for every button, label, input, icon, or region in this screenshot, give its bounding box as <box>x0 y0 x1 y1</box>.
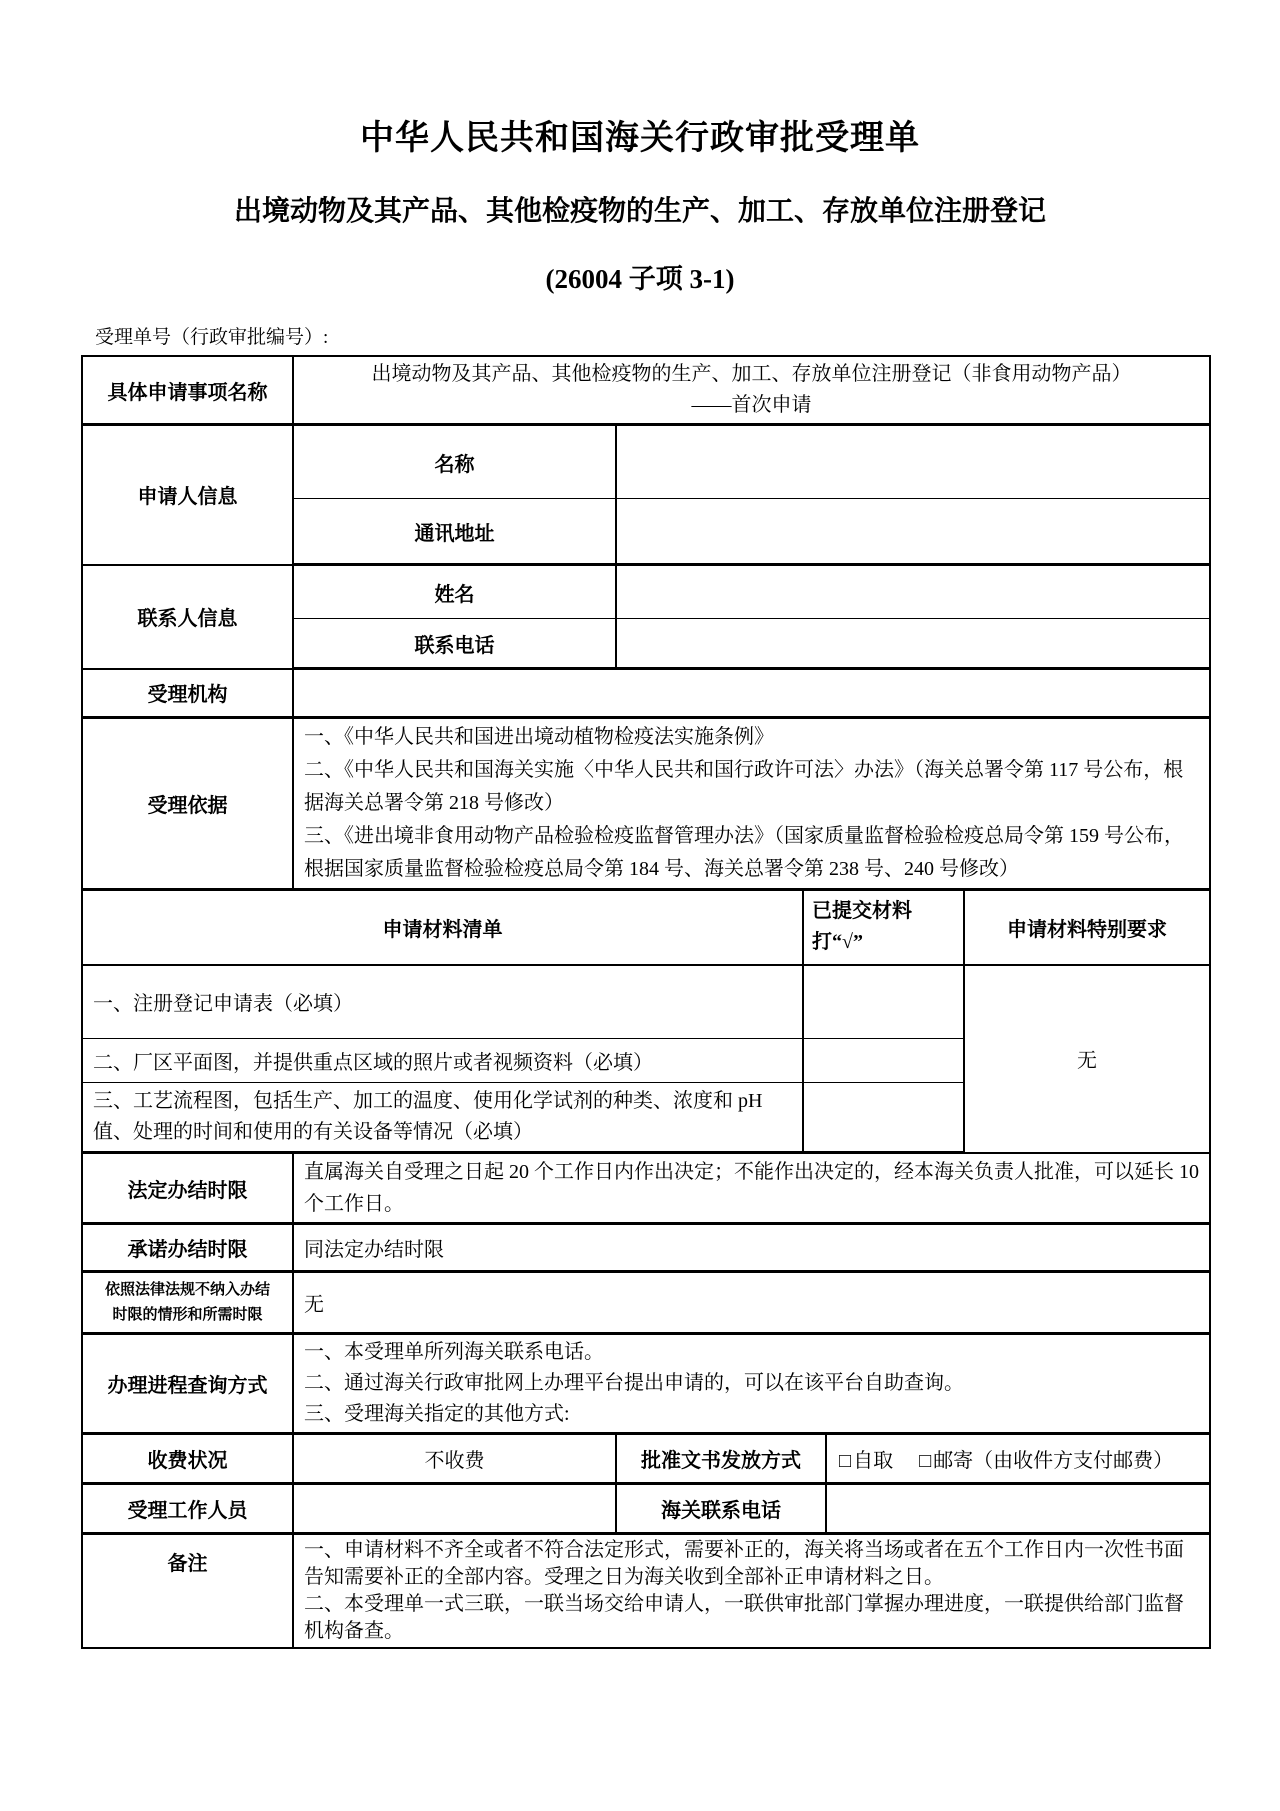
materials-special-header: 申请材料特别要求 <box>964 890 1210 965</box>
statutory-limit-value: 直属海关自受理之日起 20 个工作日内作出决定；不能作出决定的，经本海关负责人批准，可以延长 10 个工作日。 <box>293 1153 1210 1224</box>
staff-field[interactable] <box>293 1484 616 1534</box>
materials-submitted-header-line1: 已提交材料 <box>812 900 912 923</box>
progress-query-item: 三、受理海关指定的其他方式: <box>304 1403 570 1425</box>
row-basis <box>82 718 1210 890</box>
materials-submitted-header-line2: 打“√” <box>812 931 863 954</box>
item-code: (26004 子项 3-1) <box>545 264 735 294</box>
remarks-label: 备注 <box>82 1534 293 1649</box>
materials-special-requirement: 无 <box>964 965 1210 1153</box>
excluded-time-value: 无 <box>293 1272 1210 1334</box>
mail-checkbox-icon[interactable]: □ <box>919 1450 932 1472</box>
pickup-checkbox-icon[interactable]: □ <box>839 1450 852 1472</box>
acceptance-number-label: 受理单号（行政审批编号）: <box>95 327 329 348</box>
applicant-name-field[interactable] <box>616 425 1210 499</box>
row-materials-header <box>82 890 1210 965</box>
materials-submitted-header <box>803 890 964 965</box>
contact-label: 联系人信息 <box>82 565 293 669</box>
row-statutory-limit <box>82 1153 1210 1224</box>
accepting-org-label: 受理机构 <box>82 669 293 718</box>
applicant-address-field[interactable] <box>616 499 1210 565</box>
remarks-item: 一、申请材料不齐全或者不符合法定形式，需要补正的，海关将当场或者在五个工作日内一次性书面告知需要补正的全部内容。受理之日为海关收到全部补正申请材料之日。 <box>304 1539 1184 1588</box>
row-staff-phone <box>82 1484 1210 1534</box>
row-promised-limit <box>82 1224 1210 1272</box>
remarks-content <box>293 1534 1210 1649</box>
specific-item-line2: ——首次申请 <box>691 394 812 416</box>
basis-item: 二、《中华人民共和国海关实施〈中华人民共和国行政许可法〉办法》（海关总署令第 117 号公布，根据海关总署令第 218 号修改） <box>304 759 1184 814</box>
row-progress-query <box>82 1334 1210 1434</box>
contact-phone-label: 联系电话 <box>293 619 616 669</box>
specific-item-value <box>293 356 1210 425</box>
specific-item-line1: 出境动物及其产品、其他检疫物的生产、加工、存放单位注册登记（非食用动物产品） <box>371 363 1132 385</box>
contact-name-field[interactable] <box>616 565 1210 619</box>
contact-phone-field[interactable] <box>616 619 1210 669</box>
row-specific-item <box>82 356 1210 425</box>
acceptance-form-table <box>81 355 1211 1649</box>
material-2-check-cell[interactable] <box>803 1039 964 1083</box>
promised-limit-label: 承诺办结时限 <box>82 1224 293 1272</box>
progress-query-item: 二、通过海关行政审批网上办理平台提出申请的，可以在该平台自助查询。 <box>304 1372 964 1394</box>
specific-item-label: 具体申请事项名称 <box>82 356 293 425</box>
delivery-label: 批准文书发放方式 <box>616 1434 826 1484</box>
material-item-2: 二、厂区平面图，并提供重点区域的照片或者视频资料（必填） <box>82 1039 803 1083</box>
row-excluded-time <box>82 1272 1210 1334</box>
delivery-option-mail[interactable] <box>919 1450 1173 1472</box>
row-accepting-org <box>82 669 1210 718</box>
pickup-option-label: 自取 <box>853 1450 894 1472</box>
excluded-time-label <box>82 1272 293 1334</box>
row-remarks <box>82 1534 1210 1649</box>
promised-limit-value: 同法定办结时限 <box>293 1224 1210 1272</box>
row-fee-delivery <box>82 1434 1210 1484</box>
page-title: 中华人民共和国海关行政审批受理单 <box>360 119 920 157</box>
customs-phone-field[interactable] <box>826 1484 1210 1534</box>
contact-name-label: 姓名 <box>293 565 616 619</box>
form-subtitle: 出境动物及其产品、其他检疫物的生产、加工、存放单位注册登记 <box>233 195 1046 226</box>
material-item-3: 三、工艺流程图，包括生产、加工的温度、使用化学试剂的种类、浓度和 pH 值、处理的时间和使用的有关设备等情况（必填） <box>82 1083 803 1153</box>
applicant-address-label: 通讯地址 <box>293 499 616 565</box>
fee-value: 不收费 <box>293 1434 616 1484</box>
progress-query-item: 一、本受理单所列海关联系电话。 <box>304 1341 604 1363</box>
materials-list-header: 申请材料清单 <box>82 890 803 965</box>
applicant-name-label: 名称 <box>293 425 616 499</box>
basis-item: 三、《进出境非食用动物产品检验检疫监督管理办法》（国家质量监督检验检疫总局令第 159 号公布，根据国家质量监督检验检疫总局令第 184 号、海关总署令第 238 号、240 号修改） <box>304 825 1184 880</box>
material-item-1: 一、注册登记申请表（必填） <box>82 965 803 1039</box>
basis-content <box>293 718 1210 890</box>
row-contact-name <box>82 565 1210 619</box>
basis-item: 一、《中华人民共和国进出境动植物检疫法实施条例》 <box>304 726 774 748</box>
progress-query-label: 办理进程查询方式 <box>82 1334 293 1434</box>
accepting-org-field[interactable] <box>293 669 1210 718</box>
material-1-check-cell[interactable] <box>803 965 964 1039</box>
material-3-check-cell[interactable] <box>803 1083 964 1153</box>
applicant-label: 申请人信息 <box>82 425 293 565</box>
customs-phone-label: 海关联系电话 <box>616 1484 826 1534</box>
mail-option-label: 邮寄（由收件方支付邮费） <box>933 1450 1174 1472</box>
remarks-item: 二、本受理单一式三联，一联当场交给申请人，一联供审批部门掌握办理进度，一联提供给部门监督机构备查。 <box>304 1593 1184 1642</box>
progress-query-content <box>293 1334 1210 1434</box>
row-material-1 <box>82 965 1210 1039</box>
basis-label: 受理依据 <box>82 718 293 890</box>
row-applicant-name <box>82 425 1210 499</box>
staff-label: 受理工作人员 <box>82 1484 293 1534</box>
delivery-options <box>826 1434 1210 1484</box>
fee-label: 收费状况 <box>82 1434 293 1484</box>
delivery-option-pickup[interactable] <box>839 1450 893 1472</box>
statutory-limit-label: 法定办结时限 <box>82 1153 293 1224</box>
excluded-time-label-line2: 时限的情形和所需时限 <box>112 1306 263 1323</box>
excluded-time-label-line1: 依照法律法规不纳入办结 <box>104 1281 270 1298</box>
